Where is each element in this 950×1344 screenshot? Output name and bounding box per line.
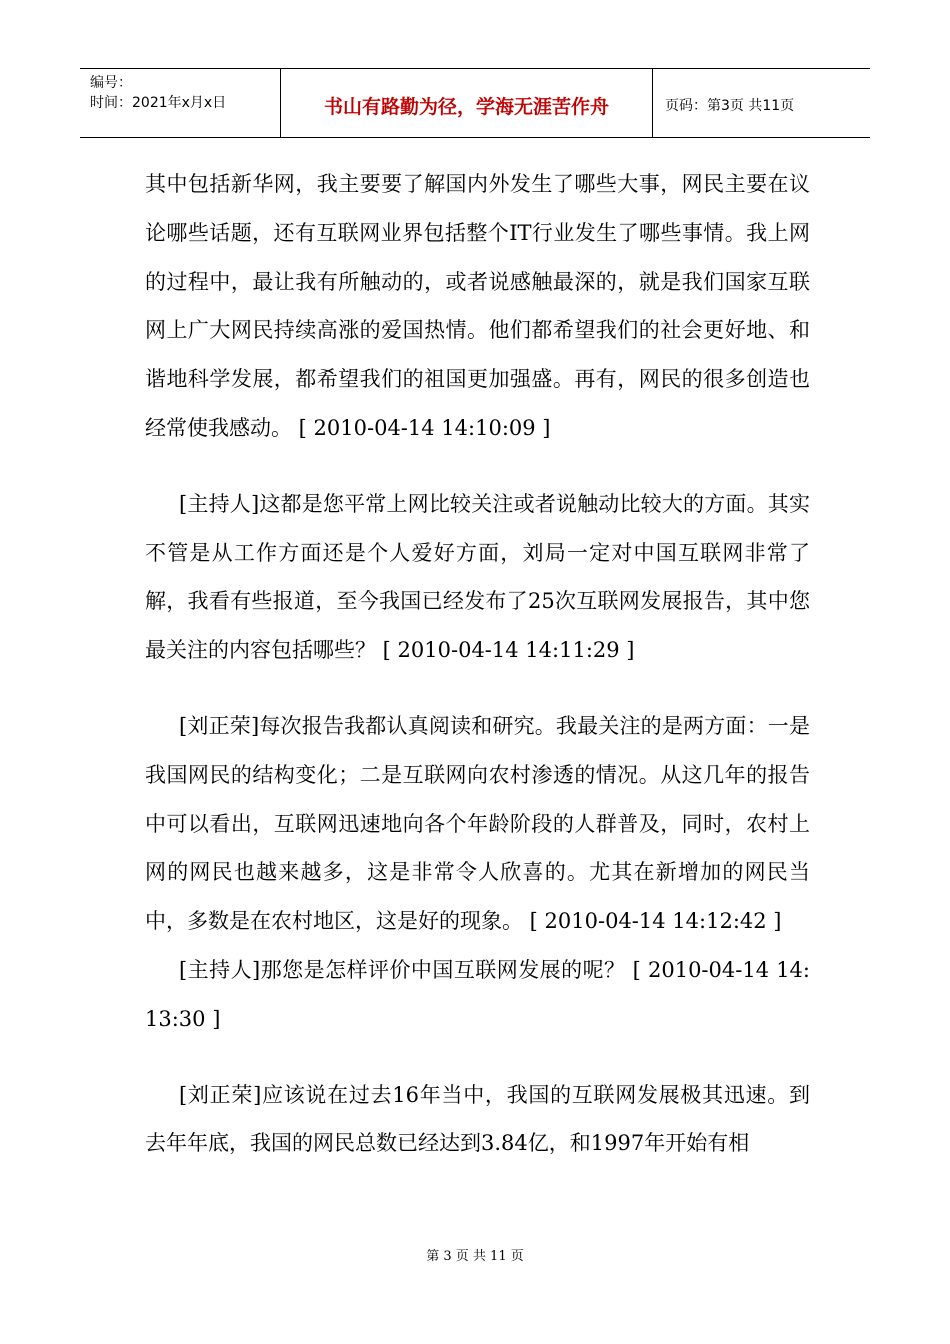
header-motto: 书山有路勤为径，学海无涯苦作舟 [281,69,653,137]
paragraph-continuation: 其中包括新华网，我主要要了解国内外发生了哪些大事，网民主要在议论哪些话题，还有互联网业界包括整个IT行业发生了哪些事情。我上网的过程中，最让我有所触动的，或者说感触最深的，就是我们国家互联网上广大网民持续高涨的爱国热情。他们都希望我们的社会更好地、和谐地科学发展，都希望我们的祖国更加强盛。再有，网民的很多创造也经常使我感动。 [ 2010-04-14 14:10:09 ] [145,172,810,440]
paragraph-host-question-2: [主持人]那您是怎样评价中国互联网发展的呢？ [ 2010-04-14 14:13:30 ] [145,957,810,1031]
paragraph-guest-answer-2: [刘正荣]应该说在过去16年当中，我国的互联网发展极其迅速。到去年年底，我国的网民总数已经达到3.84亿，和1997年开始有相 [145,1082,810,1156]
document-header [80,68,870,138]
paragraph-host-question-1: [主持人]这都是您平常上网比较关注或者说触动比较大的方面。其实不管是从工作方面还是个人爱好方面，刘局一定对中国互联网非常了解，我看有些报道，至今我国已经发布了25次互联网发展报告，其中您最关注的内容包括哪些？ [ 2010-04-14 14:11:29 ] [145,491,810,663]
header-page-info: 页码：第3页 共11页 [665,98,795,114]
time-label: 时间：2021年x月x日 [90,95,227,111]
number-label: 编号： [90,75,132,91]
document-body [145,160,810,1168]
page-footer: 第 3 页 共 11 页 [426,1249,524,1264]
paragraph-guest-answer-1: [刘正荣]每次报告我都认真阅读和研究。我最关注的是两方面：一是我国网民的结构变化；二是互联网向农村渗透的情况。从这几年的报告中可以看出，互联网迅速地向各个年龄阶段的人群普及，同时，农村上网的网民也越来越多，这是非常令人欣喜的。尤其在新增加的网民当中，多数是在农村地区，这是好的现象。 [ 2010-04-14 14:12:42 ] [145,713,810,934]
header-info-cell [80,69,281,137]
